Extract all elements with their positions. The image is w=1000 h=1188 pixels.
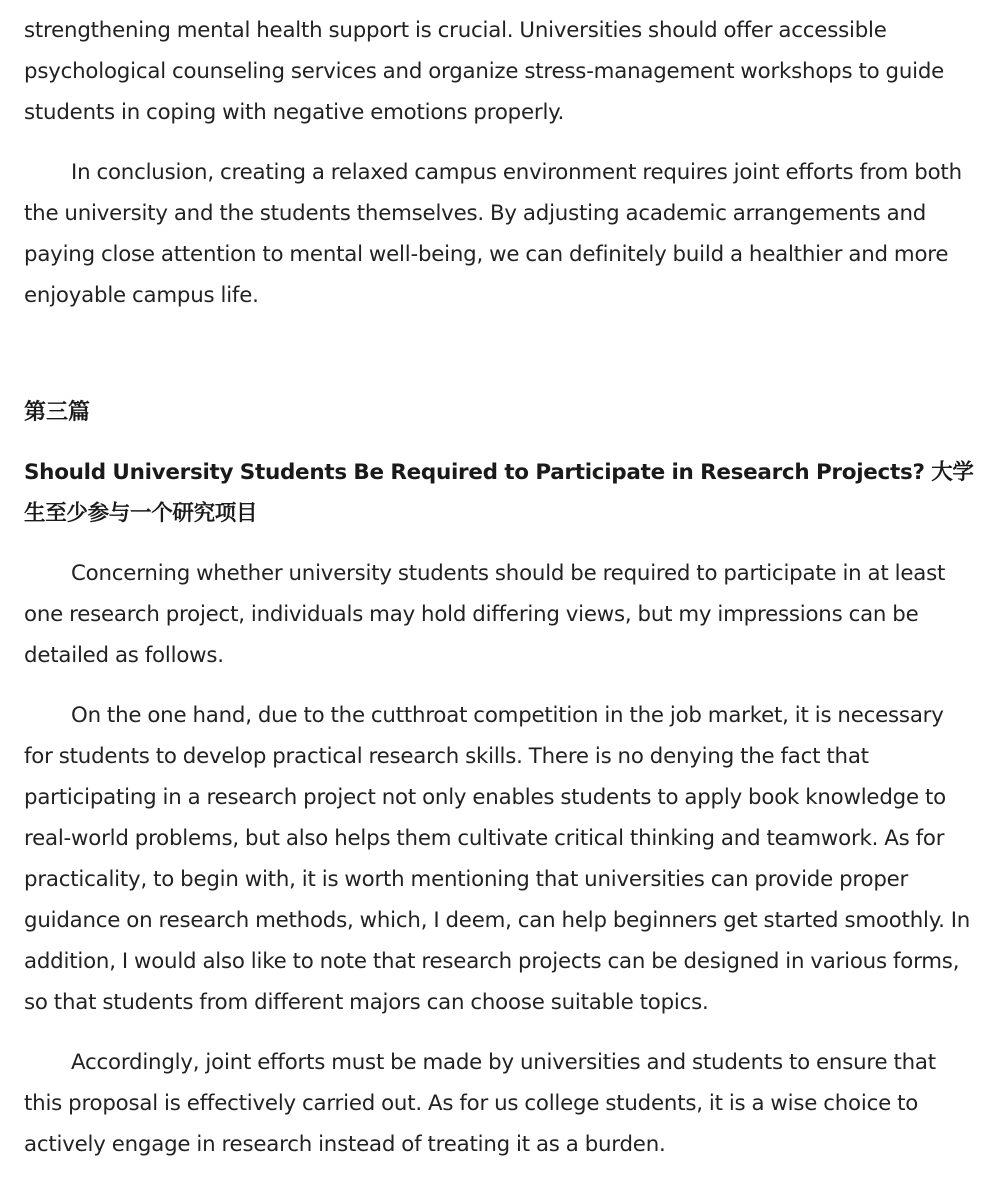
essay-title: Should University Students Be Required to Participate in Research Projects? 大学生至少参与一个研究项目	[24, 460, 974, 526]
previous-essay-ending	[24, 10, 974, 316]
paragraph-argument: On the one hand, due to the cutthroat competition in the job market, it is necessary for students to develop practical research skills. There is no denying the fact that participating in a research project not only enables students to apply book knowledge to real-world problems, but also helps them cultivate critical thinking and teamwork. As for practicality, to begin with, it is worth mentioning that universities can provide proper guidance on research methods, which, I deem, can help beginners get started smoothly. In addition, I would also like to note that research projects can be designed in various forms, so that students from different majors can choose suitable topics.	[24, 703, 971, 1015]
paragraph-introduction: Concerning whether university students should be required to participate in at least one research project, individuals may hold differing views, but my impressions can be detailed as follows.	[24, 561, 946, 668]
section-label: 第三篇	[24, 400, 91, 425]
paragraph-conclusion: In conclusion, creating a relaxed campus environment requires joint efforts from both the university and the students themselves. By adjusting academic arrangements and paying close attention to mental well-being, we can definitely build a healthier and more enjoyable campus life.	[24, 160, 962, 308]
paragraph-mental-health-support: strengthening mental health support is crucial. Universities should offer accessible psychological counseling services and organize stress-management workshops to guide students in coping with negative emotions properly.	[24, 18, 945, 125]
paragraph-closing: Accordingly, joint efforts must be made by universities and students to ensure that this proposal is effectively carried out. As for us college students, it is a wise choice to actively engage in research instead of treating it as a burden.	[24, 1050, 936, 1157]
essay-body	[24, 553, 974, 1165]
